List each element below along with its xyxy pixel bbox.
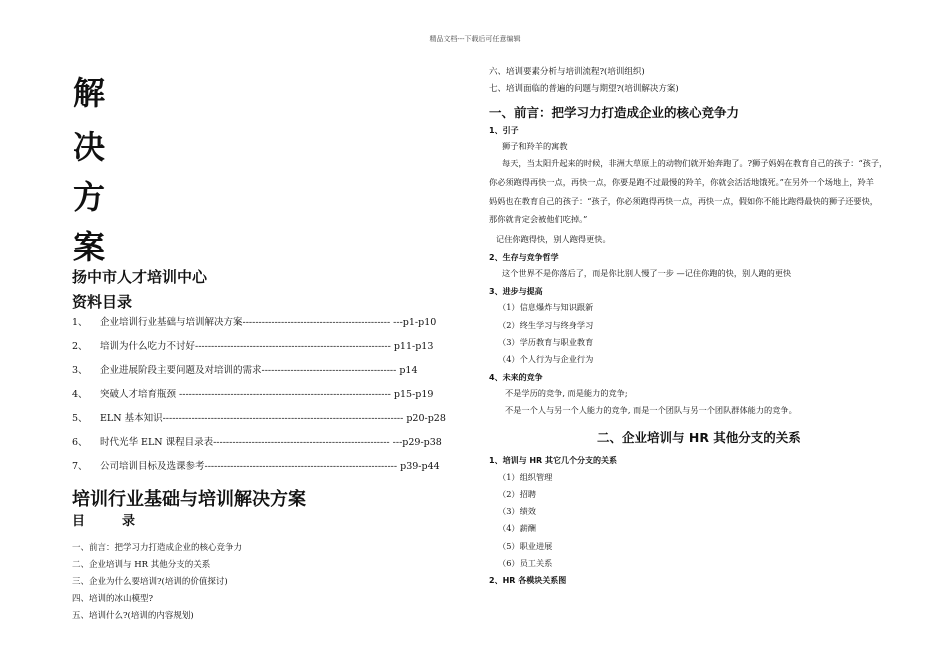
vertical-title-char-1: 解: [73, 74, 106, 112]
toc-number: 7、: [72, 461, 88, 472]
toc-entry: 企业进展阶段主要问题及对培训的需求------------------------------------------ p14: [100, 365, 418, 376]
subsection-heading: 4、未来的竞争: [489, 373, 543, 382]
list-item: （2）终生学习与终身学习: [498, 320, 594, 330]
list-item: （2）招聘: [498, 489, 536, 499]
toc-row: [72, 434, 442, 448]
subsection-heading: 1、引子: [489, 126, 519, 135]
subsection-heading: 3、进步与提高: [489, 287, 543, 296]
toc-row: [72, 338, 433, 352]
toc-entry: 突破人才培育瓶颈 ------------------------------------------------------------------ p15-p19: [100, 389, 434, 400]
list-item: （3）学历教育与职业教育: [498, 337, 594, 347]
toc-number: 5、: [72, 413, 88, 424]
section-heading: 二、企业培训与 HR 其他分支的关系: [597, 430, 801, 445]
vertical-title-char-2: 决: [73, 128, 106, 166]
list-item: （5）职业进展: [498, 541, 553, 551]
paragraph-line: 这个世界不是你落后了，而是你比别人慢了一步 —记住你跑的快，别人跑的更快: [502, 268, 792, 278]
toc-entry: 时代光华 ELN 课程目录表------------------------------------------------------- ---p29-p38: [100, 437, 442, 448]
toc-row: [72, 410, 446, 424]
toc-number: 4、: [72, 389, 88, 400]
toc-entry: 培训为什么吃力不讨好------------------------------------------------------------- p11-p13: [100, 341, 434, 352]
list-item: （1）组织管理: [498, 472, 553, 482]
paragraph-line: 每天，当太阳升起来的时候，非洲大草原上的动物们就开始奔跑了。?狮子妈妈在教育自己的孩子：“孩子，: [502, 158, 888, 168]
contents-item: 二、企业培训与 HR 其他分支的关系: [72, 560, 211, 570]
contents-item: 七、培训面临的普遍的问题与期望?(培训解决方案): [489, 84, 679, 94]
toc-entry: ELN 基本知识--------------------------------------------------------------------------- p20-p28: [100, 413, 446, 424]
contents-item: 六、培训要素分析与培训流程?(培训组织): [489, 67, 645, 77]
toc-number: 2、: [72, 341, 88, 352]
organization-name: 扬中市人才培训中心: [72, 268, 208, 286]
paragraph-line: 你必须跑得再快一点，再快一点，你要是跑不过最慢的羚羊，你就会活活地饿死。”在另外一个场地上，羚羊: [489, 177, 874, 187]
vertical-title-char-3: 方: [73, 178, 106, 216]
vertical-title-char-4: 案: [73, 228, 106, 266]
contents-item: 四、培训的冰山模型?: [72, 594, 154, 604]
paragraph-line: 记住你跑得快，别人跑得更快。: [496, 234, 611, 244]
contents-heading-char: 目: [72, 514, 86, 529]
section-heading: 一、前言：把学习力打造成企业的核心竞争力: [489, 105, 740, 120]
toc-number: 6、: [72, 437, 88, 448]
subsection-heading: 1、培训与 HR 其它几个分支的关系: [489, 456, 617, 465]
toc-row: [72, 362, 418, 376]
subsection-heading: 2、HR 各模块关系图: [489, 576, 567, 585]
paragraph-line: 不是一个人与另一个人能力的竞争, 而是一个团队与另一个团队群体能力的竞争。: [505, 405, 797, 415]
contents-item: 一、前言：把学习力打造成企业的核心竞争力: [72, 543, 243, 553]
list-item: （4）个人行为与企业行为: [498, 354, 594, 364]
toc-row: [72, 458, 440, 472]
paragraph-line: 不是学历的竞争, 而是能力的竞争;: [505, 388, 628, 398]
contents-heading: [72, 510, 172, 529]
contents-heading-char: 录: [122, 514, 136, 529]
paragraph-line: 妈妈也在教育自己的孩子：“孩子，你必须跑得再快一点，再快一点，假如你不能比跑得最快的狮子还要快，: [489, 196, 878, 206]
subsection-heading: 2、生存与竞争哲学: [489, 253, 559, 262]
list-item: （6）员工关系: [498, 558, 553, 568]
document-title: 培训行业基础与培训解决方案: [72, 489, 306, 510]
toc-number: 3、: [72, 365, 88, 376]
paragraph-line: 那你就肯定会被他们吃掉。”: [489, 214, 588, 224]
list-item: （1）信息爆炸与知识跟新: [498, 302, 594, 312]
contents-item: 五、培训什么?(培训的内容规划): [72, 611, 194, 621]
page-header: 精品文档---下载后可任意编辑: [429, 35, 521, 43]
toc-entry: 企业培训行业基础与培训解决方案---------------------------------------------- ---p1-p10: [100, 317, 437, 328]
toc-title: 资料目录: [72, 293, 133, 311]
contents-item: 三、企业为什么要培训?(培训的价值探讨): [72, 577, 228, 587]
toc-number: 1、: [72, 317, 88, 328]
toc-row: [72, 314, 436, 328]
list-item: （3）绩效: [498, 506, 536, 516]
story-title: 狮子和羚羊的寓教: [502, 141, 568, 151]
list-item: （4）薪酬: [498, 523, 536, 533]
toc-row: [72, 386, 433, 400]
toc-entry: 公司培训目标及选课参考------------------------------------------------------------ p39-p44: [100, 461, 440, 472]
